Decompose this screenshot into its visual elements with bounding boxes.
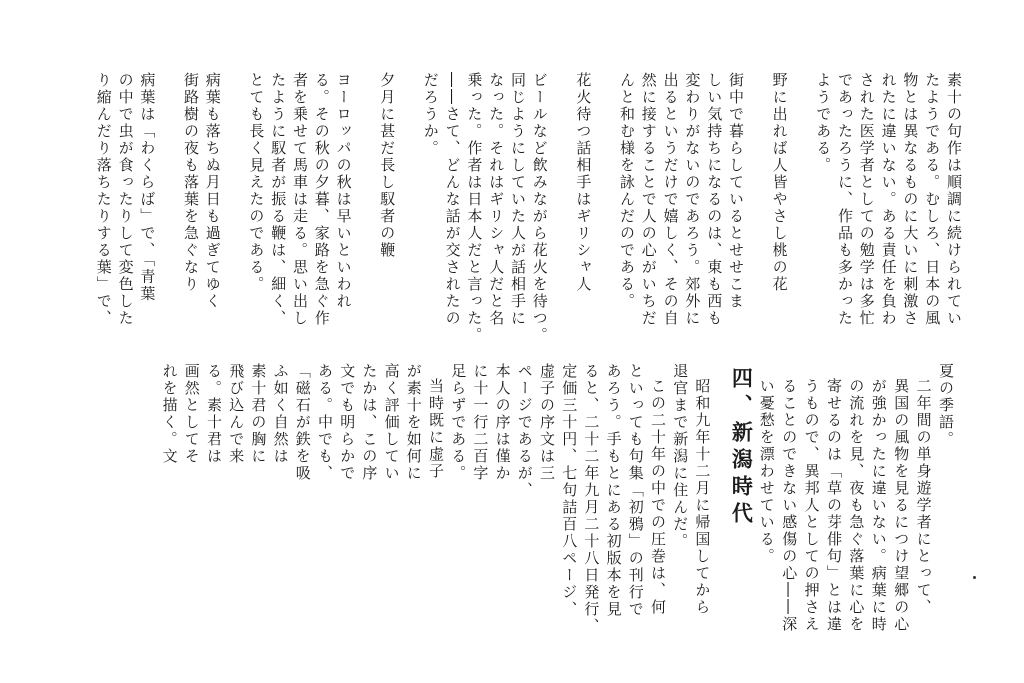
text-column: ると、二十二年九月二十八日発行、 [582,363,601,635]
text-column: 本人の序は僅か [493,363,512,482]
text-column: うもので、異邦人としての押さえ [802,378,821,633]
text-column: に十一行二百字 [471,363,490,482]
section-heading: 四、新潟時代 [729,367,754,529]
text-column: い憂愁を漂わせている。 [757,378,776,565]
text-column: り縮んだり落ちたりする葉」で、 [94,72,113,327]
text-column: 出るというだけで嬉しく、その自 [661,72,680,327]
text-column: だろうか。 [421,72,440,157]
text-column: 定価三十円、七句詰百八ページ、 [560,363,579,618]
text-column: 異国の風物を見るにつけ望郷の心 [892,378,911,633]
text-column: 飛び込んで来 [227,363,246,465]
text-column: の流れを見、夜も急ぐ落葉に心を [847,378,866,633]
text-column: された医学者としての勉学は多忙 [857,72,876,327]
text-column: る。その秋の夕暮、家路を急ぐ作 [312,72,331,327]
text-column: れを描く。文 [160,363,179,465]
text-column: 素十君の胸に [249,363,268,465]
text-column: ようである。 [814,72,833,174]
text-column: この二十年の中での圧巻は、何 [649,378,667,616]
text-column: 「磁石が鉄を吸 [293,363,312,482]
text-column: なった。それはギリシャ人だと名 [487,72,506,327]
text-column: 高く評価してい [382,363,401,482]
text-column: 花火待つ話相手はギリシャ人 [574,72,593,293]
text-column: あろう。手もとにある初版本を見 [604,363,623,618]
text-column: 乗った。作者は日本人だと言った。 [465,72,484,344]
text-column: 野に出れば人皆やさし桃の花 [770,72,789,293]
text-column: れたに違いない。ある責任を負わ [879,72,898,327]
text-column: ――さて、どんな話が交されたの [443,72,462,327]
text-column: 当時既に虚子 [427,378,445,480]
text-column: 文でも明らかで [338,363,357,482]
text-column: ヨーロッパの秋は早いといわれ [334,72,353,310]
text-column: 寄せるのは「草の芽俳句」とは違 [825,378,843,633]
text-column: たように馭者が振る鞭は、細く、 [269,72,288,327]
text-column: 変わりがないのであろう。郊外に [683,72,702,327]
text-column: んと和む様を詠んだのである。 [618,72,636,310]
text-column: 昭和九年十二月に帰国してから [693,378,712,616]
text-column: ページであるが、 [515,363,534,499]
text-column: ある。中でも、 [316,363,334,482]
text-column: 二年間の単身遊学者にとって、 [914,378,933,616]
text-column: 虚子の序文は三 [538,363,556,482]
text-column: 夕月に甚だ長し馭者の鞭 [378,72,397,259]
text-column: 然に接することで人の心がいちだ [639,72,658,327]
text-column: といっても句集「初鴉」の刊行で [626,363,645,618]
text-column: 病葉は「わくらば」で、「青葉 [138,72,157,303]
text-column: る。素十君は [205,363,223,465]
text-column: 画然としてそ [182,363,201,465]
text-column: とても長く見えたのである。 [247,72,266,293]
text-column: ビールなど飲みながら花火を待つ。 [530,72,549,344]
text-column: 街中で暮らしているとせせこま [727,72,745,310]
text-column: が強かったに違いない。病葉に時 [869,378,888,633]
text-column: ふ如く自然は [271,363,290,465]
text-column: 病葉も落ちぬ月日も過ぎてゆく [203,72,222,310]
text-column: 物とは異なるものに大いに刺激さ [901,72,920,327]
text-column: 退官まで新潟に住んだ。 [671,363,690,550]
text-column: 素十の句作は順調に続けられてい [945,72,963,327]
ink-dot [973,576,976,579]
text-column: の中で虫が食ったりして変色した [116,72,135,327]
text-column: ることのできない感傷の心――深 [780,378,799,633]
text-column: 者を乗せて馬車は走る。思い出し [291,72,309,327]
text-column: 街路樹の夜も落葉を急ぐなり [182,72,200,293]
text-column: であったろうに、作品も多かった [836,72,854,327]
text-column: 足らずである。 [449,363,468,482]
text-column: 夏の季語。 [937,363,955,448]
text-column: が素十を如何に [404,363,423,482]
text-column: 同じようにしていた人が話相手に [509,72,527,327]
text-column: しい気持ちになるのは、東も西も [705,72,724,327]
text-column: たかは、この序 [360,363,379,482]
text-column: たようである。むしろ、日本の風 [923,72,942,327]
